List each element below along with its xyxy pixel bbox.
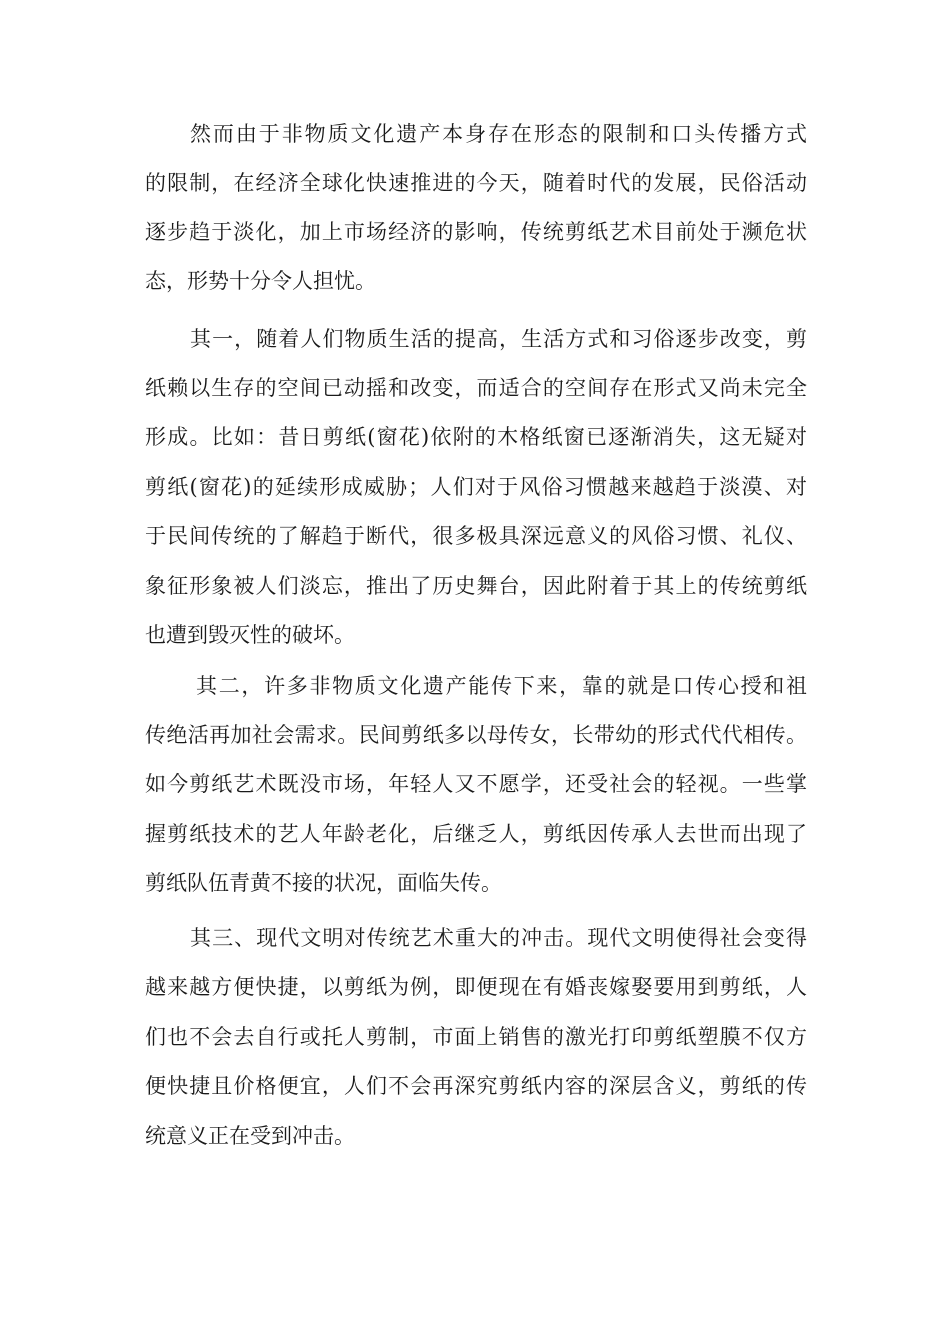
paragraph-3-line-1: 其二，许多非物质文化遗产能传下来，靠的就是口传心授和祖 (196, 674, 807, 698)
paragraph-3-line-4: 握剪纸技术的艺人年龄老化，后继乏人，剪纸因传承人去世而出现了 (145, 822, 807, 846)
paragraph-4-line-3: 们也不会去自行或托人剪制，市面上销售的激光打印剪纸塑膜不仅方 (145, 1025, 807, 1049)
paragraph-3-line-3: 如今剪纸艺术既没市场，年轻人又不愿学，还受社会的轻视。一些掌 (145, 772, 807, 796)
paragraph-1-line-4: 态，形势十分令人担忧。 (145, 269, 376, 293)
paragraph-2-line-2: 纸赖以生存的空间已动摇和改变，而适合的空间存在形式又尚未完全 (145, 376, 807, 400)
paragraph-2-line-1: 其一，随着人们物质生活的提高，生活方式和习俗逐步改变，剪 (190, 327, 807, 351)
paragraph-4-line-4: 便快捷且价格便宜，人们不会再深究剪纸内容的深层含义，剪纸的传 (145, 1074, 807, 1098)
paragraph-3-line-2: 传绝活再加社会需求。民间剪纸多以母传女，长带幼的形式代代相传。 (145, 723, 807, 747)
paragraph-2-line-6: 象征形象被人们淡忘，推出了历史舞台，因此附着于其上的传统剪纸 (145, 574, 807, 598)
paragraph-2-line-3: 形成。比如：昔日剪纸(窗花)依附的木格纸窗已逐渐消失，这无疑对 (145, 425, 807, 449)
paragraph-4-line-2: 越来越方便快捷，以剪纸为例，即便现在有婚丧嫁娶要用到剪纸，人 (145, 975, 807, 999)
paragraph-2-line-5: 于民间传统的了解趋于断代，很多极具深远意义的风俗习惯、礼仪、 (145, 524, 807, 548)
paragraph-1-line-1: 然而由于非物质文化遗产本身存在形态的限制和口头传播方式 (190, 122, 807, 146)
paragraph-4-line-5: 统意义正在受到冲击。 (145, 1124, 355, 1148)
paragraph-2-line-4: 剪纸(窗花)的延续形成威胁；人们对于风俗习惯越来越趋于淡漠、对 (145, 475, 807, 499)
paragraph-2-line-7: 也遭到毁灭性的破坏。 (145, 623, 355, 647)
paragraph-3-line-5: 剪纸队伍青黄不接的状况，面临失传。 (145, 871, 502, 895)
paragraph-4-line-1: 其三、现代文明对传统艺术重大的冲击。现代文明使得社会变得 (190, 926, 807, 950)
paragraph-1-line-3: 逐步趋于淡化，加上市场经济的影响，传统剪纸艺术目前处于濒危状 (145, 220, 807, 244)
paragraph-1-line-2: 的限制，在经济全球化快速推进的今天，随着时代的发展，民俗活动 (145, 171, 807, 195)
